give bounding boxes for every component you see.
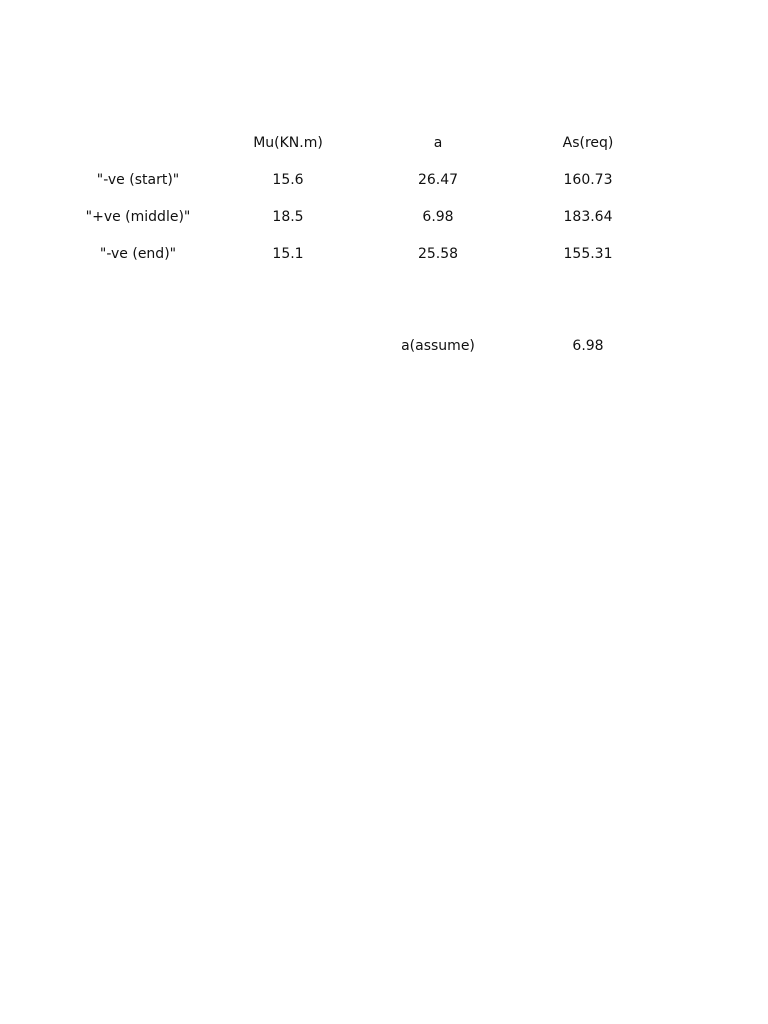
row-a-value: 26.47	[417, 172, 459, 188]
row-mu-value: 18.5	[272, 209, 304, 225]
row-mu-value: 15.6	[272, 172, 304, 188]
assume-value: 6.98	[572, 338, 604, 354]
row-label: "+ve (middle)"	[85, 209, 191, 225]
assume-label: a(assume)	[401, 338, 475, 354]
row-a-value: 25.58	[417, 246, 459, 262]
header-as-req: As(req)	[562, 135, 614, 151]
header-mu: Mu(KN.m)	[253, 135, 323, 151]
row-label: "-ve (end)"	[99, 246, 177, 262]
row-as-req-value: 183.64	[563, 209, 613, 225]
row-mu-value: 15.1	[272, 246, 304, 262]
row-a-value: 6.98	[422, 209, 454, 225]
row-as-req-value: 155.31	[563, 246, 613, 262]
row-as-req-value: 160.73	[563, 172, 613, 188]
row-label: "-ve (start)"	[96, 172, 180, 188]
header-a: a	[433, 135, 443, 151]
